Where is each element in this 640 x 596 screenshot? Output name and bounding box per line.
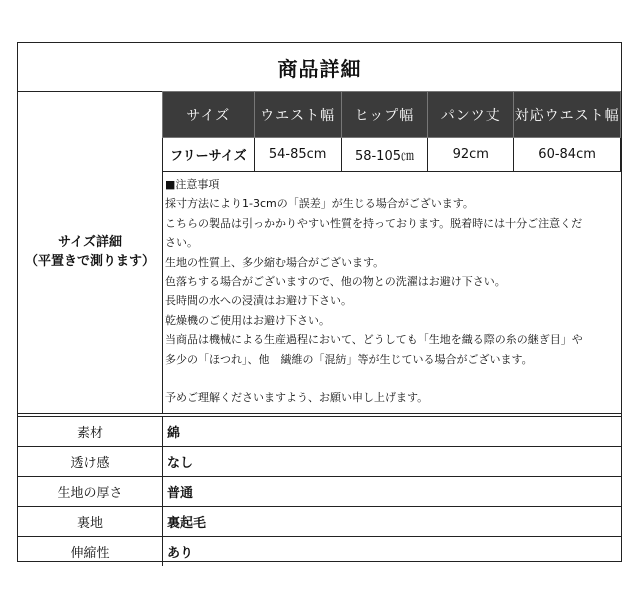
header-cell-waist: ウエスト幅 (254, 92, 341, 138)
spec-row-material (18, 417, 621, 447)
spec-label: 裏地 (18, 507, 163, 537)
spec-value: 裏起毛 (163, 507, 622, 537)
cell-hip: 58-105㎝ (341, 138, 428, 172)
size-table-header-row (163, 92, 621, 138)
spec-value: なし (163, 447, 622, 477)
note-line: 色落ちする場合がございますので、他の物との洗濯はお避け下さい。 (165, 275, 506, 289)
spec-row-transparency (18, 447, 621, 477)
spec-table (18, 417, 621, 566)
note-line: 乾燥機のご使用はお避け下さい。 (165, 313, 330, 327)
spec-value: あり (167, 546, 194, 561)
header-cell-size: サイズ (163, 92, 255, 138)
spec-label: 伸縮性 (18, 537, 163, 567)
spec-label: 生地の厚さ (18, 477, 163, 507)
size-detail-label-line1: サイズ詳細 (58, 235, 122, 250)
cell-waist: 54-85cm (254, 138, 341, 172)
spec-value: 綿 (163, 417, 622, 447)
header-cell-length: パンツ丈 (428, 92, 514, 138)
note-line: 長時間の水への浸漬はお避け下さい。 (165, 294, 352, 308)
note-line: 生地の性質上、多少縮む場合がございます。 (165, 255, 385, 269)
spec-label: 素材 (18, 417, 163, 447)
spec-value: 普通 (163, 477, 622, 507)
size-table-row (163, 138, 621, 172)
note-line: 多少の「ほつれ」、他 繊維の「混紡」等が生じている場合がございます。 (165, 352, 533, 366)
spec-row-thickness (18, 477, 621, 507)
note-line: 採寸方法により1-3cmの「誤差」が生じる場合がございます。 (165, 197, 474, 211)
cell-size: フリーサイズ (163, 138, 255, 172)
product-detail-table (17, 42, 622, 562)
notes-heading: ■注意事項 (165, 178, 220, 191)
spec-row-lining (18, 507, 621, 537)
header-cell-hip: ヒップ幅 (341, 92, 428, 138)
note-line: こちらの製品は引っかかりやすい性質を持っております。脱着時には十分ご注意くだ (165, 216, 583, 230)
cell-length: 92cm (428, 138, 514, 172)
cell-fit-waist: 60-84cm (514, 138, 621, 172)
note-line: さい。 (165, 236, 198, 250)
header-cell-fit-waist: 対応ウエスト幅 (514, 92, 621, 138)
note-line: 当商品は機械による生産過程において、どうしても「生地を織る際の糸の継ぎ目」や (165, 333, 583, 347)
page-title: 商品詳細 (18, 43, 621, 92)
size-table (162, 91, 621, 172)
size-detail-label-line2: （平置きで測ります） (24, 254, 155, 269)
spec-label: 透け感 (18, 447, 163, 477)
note-blank-line (165, 369, 618, 388)
spec-row-stretch (18, 537, 621, 567)
care-notes (163, 171, 618, 413)
size-detail-label (18, 91, 163, 413)
note-closing: 予めご理解くださいますよう、お願い申し上げます。 (165, 391, 429, 405)
